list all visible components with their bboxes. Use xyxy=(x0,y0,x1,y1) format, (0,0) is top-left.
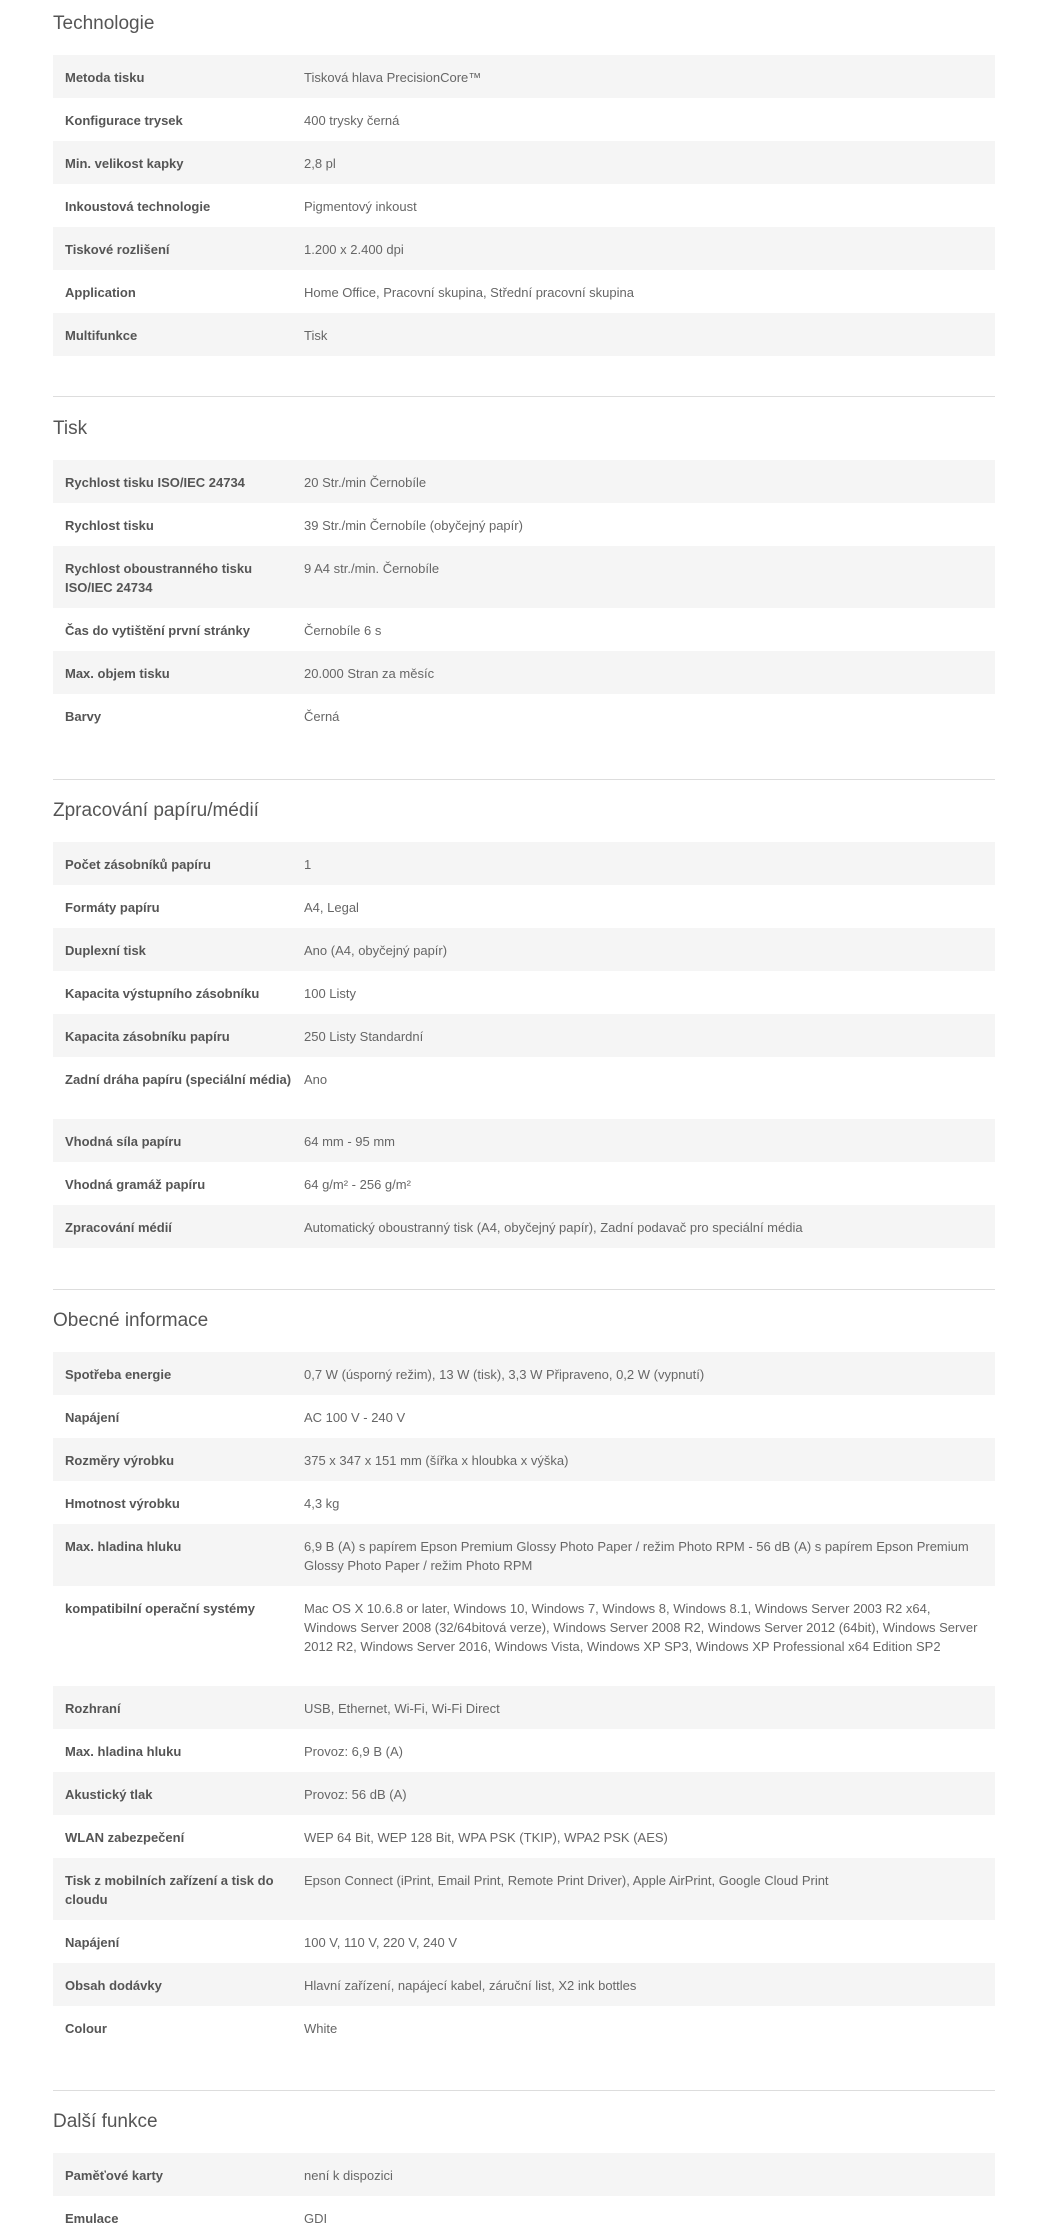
spec-value: 4,3 kg xyxy=(304,1496,340,1511)
spec-label: Rozměry výrobku xyxy=(65,1453,175,1468)
section-title: Obecné informace xyxy=(53,1310,209,1331)
spec-value: 20.000 Stran za měsíc xyxy=(304,666,435,681)
spec-value: White xyxy=(304,2021,338,2036)
spec-label: Max. objem tisku xyxy=(65,666,170,681)
spec-value: Tisk xyxy=(304,328,328,343)
spec-row xyxy=(53,885,995,928)
spec-label: Spotřeba energie xyxy=(65,1367,172,1382)
spec-value: 250 Listy Standardní xyxy=(304,1029,424,1044)
spec-row xyxy=(53,1963,995,2006)
spec-row xyxy=(53,546,995,608)
spec-label: Napájení xyxy=(65,1410,120,1425)
spec-label: Metoda tisku xyxy=(65,70,145,85)
spec-row xyxy=(53,55,995,98)
spec-row xyxy=(53,651,995,694)
spec-value: Automatický oboustranný tisk (A4, obyčejný papír), Zadní podavač pro speciální média xyxy=(304,1220,803,1235)
section-divider xyxy=(53,396,995,397)
spec-row xyxy=(53,1481,995,1524)
spec-label: kompatibilní operační systémy xyxy=(65,1601,256,1616)
spec-label: Vhodná síla papíru xyxy=(65,1134,182,1149)
spec-value: A4, Legal xyxy=(304,900,359,915)
spec-row xyxy=(53,842,995,885)
spec-value: Černá xyxy=(304,709,340,724)
spec-value: Ano xyxy=(304,1072,328,1087)
section-title: Další funkce xyxy=(53,2111,158,2132)
spec-label: Akustický tlak xyxy=(65,1787,153,1802)
spec-value: Hlavní zařízení, napájecí kabel, záruční list, X2 ink bottles xyxy=(304,1978,637,1993)
spec-label: Barvy xyxy=(65,709,102,724)
spec-value: není k dispozici xyxy=(304,2168,393,2183)
spec-row xyxy=(53,270,995,313)
spec-label: Napájení xyxy=(65,1935,120,1950)
section-divider xyxy=(53,779,995,780)
spec-value: 2,8 pl xyxy=(304,156,336,171)
spec-value: GDI xyxy=(304,2211,328,2226)
spec-value: Provoz: 56 dB (A) xyxy=(304,1787,407,1802)
spec-row xyxy=(53,1205,995,1248)
spec-row xyxy=(53,227,995,270)
spec-row xyxy=(53,1858,995,1920)
spec-value: 100 V, 110 V, 220 V, 240 V xyxy=(304,1935,458,1950)
spec-row xyxy=(53,503,995,546)
spec-row xyxy=(53,1686,995,1729)
spec-value: 6,9 B (A) s papírem Epson Premium Glossy Photo Paper / režim Photo RPM - 56 dB (A) s papírem Epson Premium Glossy Photo Paper / režim Photo RPM xyxy=(304,1539,969,1573)
spec-value: Mac OS X 10.6.8 or later, Windows 10, Windows 7, Windows 8, Windows 8.1, Windows Server 2003 R2 x64, Windows Server 2008 (32/64bitová verze), Windows Server 2008 R2, Windows Server 2012 (64bit), Windows Server 2012 R2, Windows Server 2016, Windows Vista, Windows XP SP3, Windows XP Professional x64 Edition SP2 xyxy=(304,1601,978,1654)
spec-row xyxy=(53,98,995,141)
spec-table xyxy=(53,2153,995,2233)
spec-label: Zpracování médií xyxy=(65,1220,172,1235)
section-divider xyxy=(53,2090,995,2091)
spec-label: Duplexní tisk xyxy=(65,943,146,958)
spec-value: AC 100 V - 240 V xyxy=(304,1410,406,1425)
spec-row xyxy=(53,1119,995,1162)
section-divider xyxy=(53,1289,995,1290)
spec-row xyxy=(53,1352,995,1395)
spec-row xyxy=(53,1014,995,1057)
spec-table xyxy=(53,1352,995,2049)
spec-row xyxy=(53,313,995,356)
spec-label: Rychlost tisku ISO/IEC 24734 xyxy=(65,475,245,490)
spec-value: 39 Str./min Černobíle (obyčejný papír) xyxy=(304,518,523,533)
spec-value: 400 trysky černá xyxy=(304,113,400,128)
spec-label: Min. velikost kapky xyxy=(65,156,184,171)
spec-value: 100 Listy xyxy=(304,986,357,1001)
spec-value: 1.200 x 2.400 dpi xyxy=(304,242,404,257)
spec-value: 20 Str./min Černobíle xyxy=(304,475,427,490)
spec-row xyxy=(53,2196,995,2233)
spec-label: Počet zásobníků papíru xyxy=(65,857,211,872)
spec-label: Colour xyxy=(65,2021,107,2036)
spec-table xyxy=(53,55,995,356)
spec-row xyxy=(53,928,995,971)
spec-label: Tiskové rozlišení xyxy=(65,242,170,257)
spec-value: 1 xyxy=(304,857,312,872)
spec-label: Max. hladina hluku xyxy=(65,1744,182,1759)
spec-row xyxy=(53,971,995,1014)
spec-value: Home Office, Pracovní skupina, Střední pracovní skupina xyxy=(304,285,634,300)
spec-value: Pigmentový inkoust xyxy=(304,199,417,214)
spec-value: USB, Ethernet, Wi-Fi, Wi-Fi Direct xyxy=(304,1701,500,1716)
spec-table xyxy=(53,842,995,1248)
spec-label: Vhodná gramáž papíru xyxy=(65,1177,206,1192)
spec-label: Tisk z mobilních zařízení a tisk do cloudu xyxy=(65,1873,274,1907)
section-title: Technologie xyxy=(53,13,155,34)
spec-row xyxy=(53,608,995,651)
spec-value: WEP 64 Bit, WEP 128 Bit, WPA PSK (TKIP), WPA2 PSK (AES) xyxy=(304,1830,668,1845)
spec-label: Obsah dodávky xyxy=(65,1978,162,1993)
spec-row xyxy=(53,1057,995,1119)
spec-label: Formáty papíru xyxy=(65,900,160,915)
section-title: Zpracování papíru/médií xyxy=(53,800,259,821)
spec-label: Max. hladina hluku xyxy=(65,1539,182,1554)
spec-value: Epson Connect (iPrint, Email Print, Remote Print Driver), Apple AirPrint, Google Cloud Print xyxy=(304,1873,829,1888)
spec-label: Kapacita výstupního zásobníku xyxy=(65,986,260,1001)
spec-row xyxy=(53,1815,995,1858)
spec-row xyxy=(53,1524,995,1586)
spec-label: Hmotnost výrobku xyxy=(65,1496,180,1511)
spec-label: Čas do vytištění první stránky xyxy=(65,623,250,638)
spec-value: Černobíle 6 s xyxy=(304,623,382,638)
spec-label: Inkoustová technologie xyxy=(65,199,211,214)
spec-label: Konfigurace trysek xyxy=(65,113,183,128)
spec-label: Rychlost tisku xyxy=(65,518,154,533)
spec-row xyxy=(53,1729,995,1772)
spec-label: Paměťové karty xyxy=(65,2168,164,2183)
spec-value: 64 mm - 95 mm xyxy=(304,1134,396,1149)
spec-label: Zadní dráha papíru (speciální média) xyxy=(65,1072,292,1087)
spec-value: 0,7 W (úsporný režim), 13 W (tisk), 3,3 W Připraveno, 0,2 W (vypnutí) xyxy=(304,1367,705,1382)
spec-value: 375 x 347 x 151 mm (šířka x hloubka x výška) xyxy=(304,1453,569,1468)
spec-table xyxy=(53,460,995,737)
spec-row xyxy=(53,2153,995,2196)
spec-label: Rychlost oboustranného tisku ISO/IEC 24734 xyxy=(65,561,253,595)
spec-row xyxy=(53,2006,995,2049)
spec-row xyxy=(53,694,995,737)
spec-label: Rozhraní xyxy=(65,1701,121,1716)
spec-label: Application xyxy=(65,285,136,300)
spec-row xyxy=(53,1395,995,1438)
spec-value: 64 g/m² - 256 g/m² xyxy=(304,1177,411,1192)
spec-row xyxy=(53,141,995,184)
spec-row xyxy=(53,1586,995,1686)
spec-label: Emulace xyxy=(65,2211,119,2226)
section-title: Tisk xyxy=(53,418,88,439)
spec-row xyxy=(53,1920,995,1963)
spec-row xyxy=(53,1438,995,1481)
spec-row xyxy=(53,1772,995,1815)
spec-row xyxy=(53,460,995,503)
spec-value: 9 A4 str./min. Černobíle xyxy=(304,561,440,576)
spec-value: Ano (A4, obyčejný papír) xyxy=(304,943,448,958)
spec-value: Tisková hlava PrecisionCore™ xyxy=(304,70,482,85)
spec-row xyxy=(53,1162,995,1205)
spec-label: Multifunkce xyxy=(65,328,138,343)
spec-row xyxy=(53,184,995,227)
spec-value: Provoz: 6,9 B (A) xyxy=(304,1744,403,1759)
spec-label: Kapacita zásobníku papíru xyxy=(65,1029,230,1044)
spec-label: WLAN zabezpečení xyxy=(65,1830,185,1845)
